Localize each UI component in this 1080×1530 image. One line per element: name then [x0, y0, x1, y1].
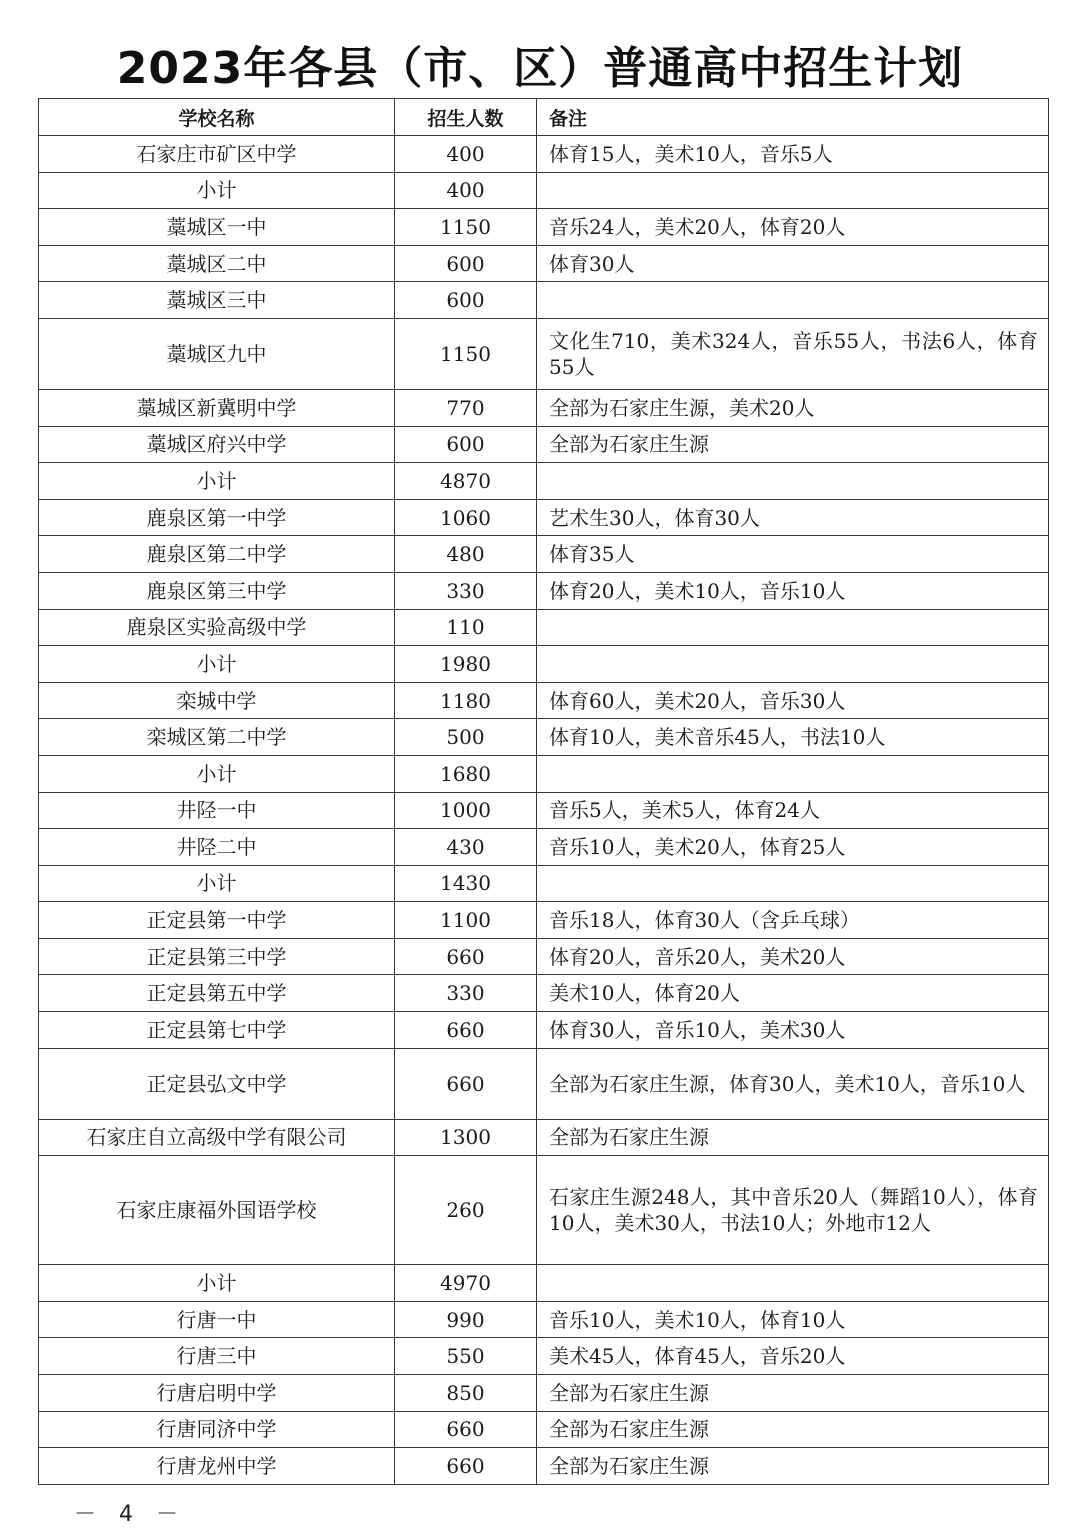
school-name-cell: 石家庄市矿区中学	[39, 136, 395, 173]
table-row	[39, 1411, 1049, 1448]
enrollment-count-cell: 4970	[395, 1265, 537, 1302]
remarks-cell: 全部为石家庄生源	[537, 1119, 1049, 1156]
school-name-cell: 藁城区一中	[39, 209, 395, 246]
enrollment-count-cell: 480	[395, 536, 537, 573]
enrollment-count-cell: 770	[395, 389, 537, 426]
remarks-cell	[537, 1265, 1049, 1302]
table-row	[39, 902, 1049, 939]
school-name-cell: 藁城区新冀明中学	[39, 389, 395, 426]
enrollment-count-cell: 660	[395, 1012, 537, 1049]
page-number: － 4 －	[74, 1502, 186, 1527]
table-row	[39, 1012, 1049, 1049]
enrollment-count-cell: 1430	[395, 865, 537, 902]
enrollment-plan-table	[38, 98, 1049, 1485]
enrollment-count-cell: 330	[395, 975, 537, 1012]
school-name-cell: 小计	[39, 646, 395, 683]
table-row	[39, 938, 1049, 975]
school-name-cell: 栾城中学	[39, 682, 395, 719]
enrollment-count-cell: 1060	[395, 499, 537, 536]
school-name-cell: 藁城区三中	[39, 282, 395, 319]
enrollment-count-cell: 660	[395, 1411, 537, 1448]
enrollment-count-cell: 660	[395, 1048, 537, 1119]
school-name-cell: 正定县第一中学	[39, 902, 395, 939]
table-row	[39, 1156, 1049, 1265]
remarks-cell: 体育30人，音乐10人，美术30人	[537, 1012, 1049, 1049]
table-row	[39, 755, 1049, 792]
table-row	[39, 609, 1049, 646]
enrollment-count-cell: 4870	[395, 463, 537, 500]
table-row	[39, 1119, 1049, 1156]
table-row	[39, 172, 1049, 209]
enrollment-count-cell: 1150	[395, 209, 537, 246]
remarks-cell: 体育20人，音乐20人，美术20人	[537, 938, 1049, 975]
enrollment-count-cell: 660	[395, 938, 537, 975]
remarks-cell: 全部为石家庄生源	[537, 426, 1049, 463]
school-name-cell: 鹿泉区第二中学	[39, 536, 395, 573]
school-name-cell: 行唐一中	[39, 1301, 395, 1338]
enrollment-count-cell: 400	[395, 172, 537, 209]
remarks-cell: 体育30人	[537, 245, 1049, 282]
table-row	[39, 1301, 1049, 1338]
school-name-cell: 石家庄康福外国语学校	[39, 1156, 395, 1265]
school-name-cell: 鹿泉区第一中学	[39, 499, 395, 536]
header-enrollment-count: 招生人数	[395, 99, 537, 136]
enrollment-count-cell: 1000	[395, 792, 537, 829]
remarks-cell: 美术10人，体育20人	[537, 975, 1049, 1012]
table-row	[39, 975, 1049, 1012]
school-name-cell: 小计	[39, 463, 395, 500]
remarks-cell: 音乐18人，体育30人（含乒乓球）	[537, 902, 1049, 939]
remarks-cell	[537, 463, 1049, 500]
table-row	[39, 136, 1049, 173]
enrollment-count-cell: 260	[395, 1156, 537, 1265]
school-name-cell: 藁城区府兴中学	[39, 426, 395, 463]
table-row	[39, 318, 1049, 389]
table-row	[39, 1375, 1049, 1412]
table-row	[39, 572, 1049, 609]
table-row	[39, 1448, 1049, 1485]
enrollment-count-cell: 500	[395, 719, 537, 756]
enrollment-count-cell: 600	[395, 426, 537, 463]
table-row	[39, 682, 1049, 719]
table-row	[39, 389, 1049, 426]
remarks-cell: 美术45人，体育45人，音乐20人	[537, 1338, 1049, 1375]
table-row	[39, 1338, 1049, 1375]
school-name-cell: 行唐同济中学	[39, 1411, 395, 1448]
table-row	[39, 792, 1049, 829]
enrollment-count-cell: 1300	[395, 1119, 537, 1156]
school-name-cell: 井陉二中	[39, 829, 395, 866]
table-row	[39, 426, 1049, 463]
table-row	[39, 499, 1049, 536]
table-row	[39, 209, 1049, 246]
document-title: 2023年各县（市、区）普通高中招生计划	[116, 43, 964, 94]
school-name-cell: 正定县第三中学	[39, 938, 395, 975]
school-name-cell: 行唐启明中学	[39, 1375, 395, 1412]
enrollment-count-cell: 990	[395, 1301, 537, 1338]
table-row	[39, 463, 1049, 500]
table-body	[39, 136, 1049, 1485]
school-name-cell: 鹿泉区实验高级中学	[39, 609, 395, 646]
remarks-cell: 石家庄生源248人，其中音乐20人（舞蹈10人），体育10人，美术30人，书法10人；外地市12人	[537, 1156, 1049, 1265]
school-name-cell: 正定县第七中学	[39, 1012, 395, 1049]
school-name-cell: 鹿泉区第三中学	[39, 572, 395, 609]
table-row	[39, 646, 1049, 683]
enrollment-count-cell: 850	[395, 1375, 537, 1412]
enrollment-count-cell: 330	[395, 572, 537, 609]
school-name-cell: 藁城区九中	[39, 318, 395, 389]
table-row	[39, 829, 1049, 866]
remarks-cell	[537, 282, 1049, 319]
table-row	[39, 1048, 1049, 1119]
enrollment-count-cell: 600	[395, 245, 537, 282]
school-name-cell: 栾城区第二中学	[39, 719, 395, 756]
table-row	[39, 1265, 1049, 1302]
table-row	[39, 282, 1049, 319]
school-name-cell: 井陉一中	[39, 792, 395, 829]
remarks-cell: 音乐10人，美术10人，体育10人	[537, 1301, 1049, 1338]
school-name-cell: 小计	[39, 755, 395, 792]
remarks-cell: 艺术生30人，体育30人	[537, 499, 1049, 536]
remarks-cell	[537, 646, 1049, 683]
school-name-cell: 石家庄自立高级中学有限公司	[39, 1119, 395, 1156]
remarks-cell: 全部为石家庄生源	[537, 1375, 1049, 1412]
remarks-cell	[537, 865, 1049, 902]
enrollment-count-cell: 1150	[395, 318, 537, 389]
school-name-cell: 行唐龙州中学	[39, 1448, 395, 1485]
enrollment-count-cell: 1100	[395, 902, 537, 939]
remarks-cell: 体育20人，美术10人，音乐10人	[537, 572, 1049, 609]
table-header-row	[39, 99, 1049, 136]
school-name-cell: 正定县弘文中学	[39, 1048, 395, 1119]
header-remarks: 备注	[537, 99, 1049, 136]
remarks-cell: 文化生710，美术324人，音乐55人，书法6人，体育55人	[537, 318, 1049, 389]
remarks-cell: 全部为石家庄生源	[537, 1448, 1049, 1485]
table-row	[39, 865, 1049, 902]
enrollment-count-cell: 1980	[395, 646, 537, 683]
remarks-cell: 全部为石家庄生源	[537, 1411, 1049, 1448]
table-row	[39, 536, 1049, 573]
enrollment-count-cell: 110	[395, 609, 537, 646]
school-name-cell: 藁城区二中	[39, 245, 395, 282]
remarks-cell: 音乐10人，美术20人，体育25人	[537, 829, 1049, 866]
school-name-cell: 行唐三中	[39, 1338, 395, 1375]
enrollment-count-cell: 660	[395, 1448, 537, 1485]
enrollment-count-cell: 400	[395, 136, 537, 173]
enrollment-count-cell: 1180	[395, 682, 537, 719]
remarks-cell: 音乐5人，美术5人，体育24人	[537, 792, 1049, 829]
remarks-cell	[537, 172, 1049, 209]
table-row	[39, 245, 1049, 282]
school-name-cell: 小计	[39, 172, 395, 209]
remarks-cell: 体育35人	[537, 536, 1049, 573]
school-name-cell: 小计	[39, 865, 395, 902]
school-name-cell: 正定县第五中学	[39, 975, 395, 1012]
remarks-cell: 全部为石家庄生源，体育30人，美术10人，音乐10人	[537, 1048, 1049, 1119]
enrollment-count-cell: 600	[395, 282, 537, 319]
remarks-cell	[537, 609, 1049, 646]
enrollment-count-cell: 550	[395, 1338, 537, 1375]
remarks-cell: 体育10人，美术音乐45人，书法10人	[537, 719, 1049, 756]
header-school-name: 学校名称	[39, 99, 395, 136]
remarks-cell: 音乐24人，美术20人，体育20人	[537, 209, 1049, 246]
remarks-cell: 体育15人，美术10人，音乐5人	[537, 136, 1049, 173]
enrollment-count-cell: 1680	[395, 755, 537, 792]
remarks-cell	[537, 755, 1049, 792]
enrollment-count-cell: 430	[395, 829, 537, 866]
remarks-cell: 全部为石家庄生源，美术20人	[537, 389, 1049, 426]
remarks-cell: 体育60人，美术20人，音乐30人	[537, 682, 1049, 719]
table-row	[39, 719, 1049, 756]
school-name-cell: 小计	[39, 1265, 395, 1302]
